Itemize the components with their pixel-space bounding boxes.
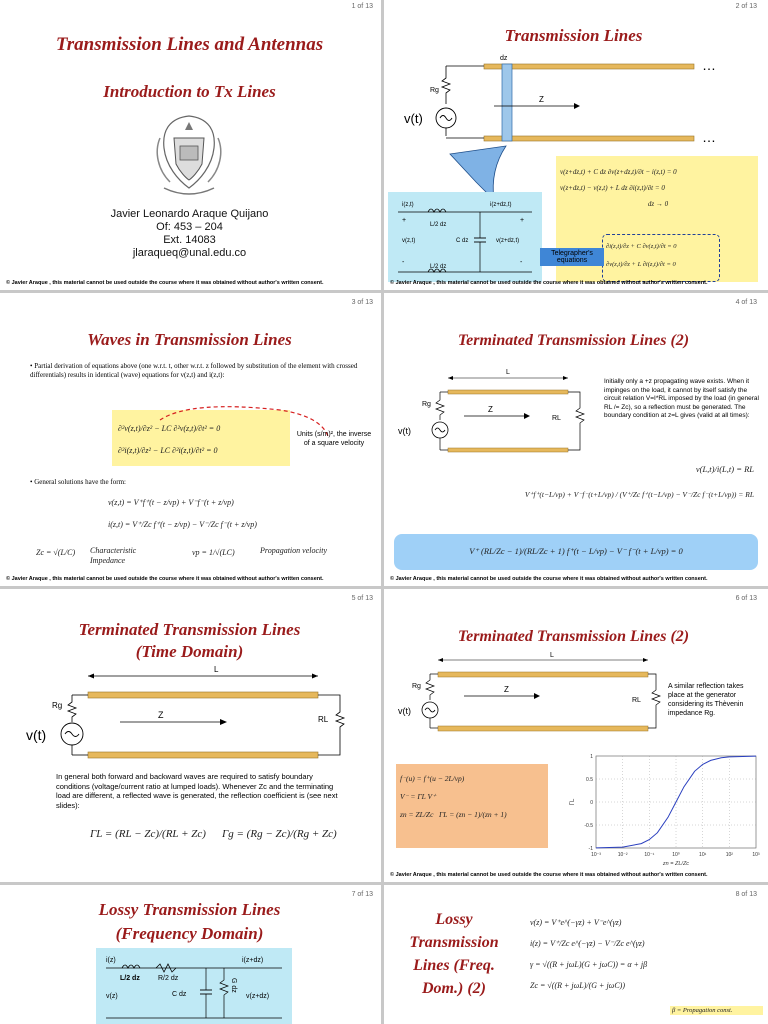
label-rl: RL [318,715,329,724]
beta-note: β = Propagation const. [670,1006,763,1015]
time-domain-line-diagram [0,662,379,772]
reflection-eq-3b: ΓL = (zn − 1)/(zn + 1) [439,810,507,819]
bullet-general-text: General solutions have the form: [34,478,126,486]
slide-footer: © Javier Araque , this material cannot be used outside the course where it was obtained without author's written consent. [390,872,708,878]
slide-title: Transmission Lines [504,26,643,45]
label-rl: RL [632,697,641,704]
result-eq: V⁺ (RL/Zc − 1)/(RL/Zc + 1) f⁺(t − L/vp) − V⁻ f⁻(t + L/vp) = 0 [469,546,683,556]
y-axis-label: ΓL [570,798,576,806]
label-rg: Rg [412,683,421,690]
slide-footer: © Javier Araque , this material cannot be used outside the course where it was obtained without author's written consent. [390,280,708,286]
bullet-derivation: • Partial derivation of equations above (one w.r.t. t, other w.r.t. z followed by substitution of the element with crossed differentials) results in identical (wave) equations for v(z,t) and i(z,t): [30,362,358,379]
y-tick-label: -0.5 [584,823,593,829]
eq-line-2: v(z+dz,t) − v(z,t) + L dz ∂i(z,t)/∂t = 0 [560,184,665,192]
reflection-paragraph: In general both forward and backward waves are required to satisfy boundary conditions (voltage/current ratio at lumped loads). Whenever Zc and the terminating load are different, a reflected wave is generated, the reflection coefficient is (see next slides): [56,772,338,810]
slide-title: Terminated Transmission Lines (2) [457,628,690,645]
page-number: 8 of 13 [735,891,757,898]
label-iz: i(z) [106,957,116,964]
slide-title: Terminated Transmission Lines (2) [457,332,690,349]
slide-6[interactable] [384,592,763,882]
slide-4[interactable] [384,296,763,586]
label-vzdz: v(z+dz) [246,993,270,1000]
office: Of: 453 – 204 [156,221,223,233]
label-rg: Rg [52,701,63,710]
y-tick-label: 0.5 [586,777,593,783]
gamma-load-eq: ΓL = (RL − Zc)/(RL + Zc) [90,828,206,840]
slide-title: Terminated Transmission Lines [78,620,301,639]
wave-eq-i: ∂²i(z,t)/∂z² − LC ∂²i(z,t)/∂t² = 0 [118,446,218,455]
wave-eq-v: ∂²v(z,t)/∂z² − LC ∂²v(z,t)/∂t² = 0 [118,424,221,433]
page-number: 7 of 13 [351,891,373,898]
label-l: L [506,369,510,376]
lossy-line-circuit [96,948,292,1024]
label-rdz: R/2 dz [158,975,179,982]
slide-title: Transmission Lines and Antennas [55,34,324,55]
lossy-eq-zc: Zc = √((R + jωL)/(G + jωC)) [530,981,625,990]
page-number: 1 of 13 [351,3,373,10]
slide-8[interactable] [384,888,763,1024]
author-name: Javier Leonardo Araque Quijano [110,208,269,220]
telegraph-label: Telegrapher's equations [540,248,604,266]
row-divider [0,882,768,885]
y-tick-label: -1 [588,846,593,852]
x-tick-label: 10² [725,852,733,858]
label-izt: i(z,t) [402,202,414,208]
label-izdz: i(z+dz) [242,957,264,964]
solution-i: i(z,t) = V⁺/Zc f⁺(t − z/vp) − V⁻/Zc f⁻(t + z/vp) [108,520,257,529]
label-z: Z [539,95,544,104]
page-number: 4 of 13 [735,299,757,306]
telegraph-eq-1: ∂i(z,t)/∂z + C ∂v(z,t)/∂t = 0 [606,243,677,250]
label-z: Z [488,405,493,414]
label-plus-left: + [402,217,407,224]
zc-label: Characteristic Impedance [90,546,137,565]
zc-eq: Zc = √(L/C) [36,548,76,557]
page-number: 5 of 13 [351,595,373,602]
gamma-vs-zn-chart [566,750,762,866]
label-plus-right: + [520,217,525,224]
x-tick-label: 10⁰ [672,852,680,858]
slide-7[interactable] [0,888,379,1024]
telegraph-eq-2: ∂v(z,t)/∂z + L ∂i(z,t)/∂t = 0 [606,261,676,268]
page-number: 6 of 13 [735,595,757,602]
label-rg: Rg [422,401,431,408]
reflection-text: Initially only a +z propagating wave exists. When it impinges on the load, it cannot by itself satisfy the circuit relation V=I*RL imposed by the load (in general RL /= Zc), so a reflection must be generated. The boundary condition at z=L gives (valid at all times): [604,378,759,419]
eq-line-1: v(z+dz,t) + C dz ∂v(z+dz,t)/∂t − i(z,t) = 0 [560,168,677,176]
slide-title-line-2: (Frequency Domain) [115,924,264,943]
slide-title-line-2: (Time Domain) [135,642,244,661]
solution-v: v(z,t) = V⁺f⁺(t − z/vp) + V⁻f⁻(t + z/vp) [108,498,234,507]
reflection-eq-3 [400,806,546,824]
generator-reflection-diagram [384,652,664,752]
gamma-gen-eq: Γg = (Rg − Zc)/(Rg + Zc) [222,828,337,840]
x-tick-label: 10⁻¹ [644,852,655,858]
eq-line-3: dz → 0 [647,200,669,208]
row-divider [0,586,768,589]
label-minus-right: - [520,259,523,266]
lossy-eq-v: v(z) = V⁺e^(−γz) + V⁻e^(γz) [530,918,622,927]
label-minus-left: - [402,259,405,266]
label-izdzt: i(z+dz,t) [490,202,512,208]
slide-2[interactable] [384,0,763,290]
label-l: L [214,665,219,674]
email[interactable]: jlaraqueq@unal.edu.co [132,247,247,259]
slide-footer: © Javier Araque , this material cannot be used outside the course where it was obtained without author's written consent. [6,280,324,286]
university-seal-icon [150,108,228,200]
lossy-eq-i: i(z) = V⁺/Zc e^(−γz) − V⁻/Zc e^(γz) [530,939,645,948]
label-dz: dz [500,55,508,62]
page-number: 2 of 13 [735,3,757,10]
label-gdz: G dz [230,978,237,993]
x-tick-label: 10¹ [699,852,707,858]
label-vz: v(z) [106,993,118,1000]
slide-title: Lossy Transmission Lines (Freq. Dom.) (2) [409,911,499,997]
slide-footer: © Javier Araque , this material cannot be used outside the course where it was obtained without author's written consent. [390,576,708,582]
lossy-eq-gamma: γ = √((R + jωL)(G + jωC)) = α + jβ [530,960,648,969]
label-vzt: v(z,t) [402,238,416,244]
slide-title: Waves in Transmission Lines [87,330,292,349]
label-rg: Rg [430,87,439,94]
slide-title: Lossy Transmission Lines [98,900,281,919]
reflection-eq-3a: zn = ZL/Zc [400,810,434,819]
label-vt: v(t) [404,111,423,126]
y-tick-label: 1 [590,754,593,760]
slide-3[interactable] [0,296,379,586]
slide-5[interactable] [0,592,379,882]
x-tick-label: 10⁻³ [591,852,601,858]
label-cdz: C dz [456,238,469,244]
bullet-general: • General solutions have the form: [30,478,126,486]
x-axis-label: zn = ZL/Zc [662,861,690,866]
label-vzdzt: v(z+dz,t) [496,238,520,244]
vp-eq: vp = 1/√(LC) [192,548,235,557]
bullet-derivation-text: Partial derivation of equations above (one w.r.t. t, other w.r.t. z followed by substitution of the element with crossed differentials) results in identical (wave) equations for v(z,t) and i(z,t): [30,362,358,379]
slide-subtitle: Introduction to Tx Lines [103,82,276,101]
slide-footer: © Javier Araque , this material cannot be used outside the course where it was obtained without author's written consent. [6,576,324,582]
row-divider [0,290,768,293]
boundary-eq-1: v(L,t)/i(L,t) = RL [695,464,754,474]
boundary-eq-2: V⁺f⁺(t−L/vp) + V⁻f⁻(t+L/vp) / (V⁺/Zc f⁺(t−L/vp) − V⁻/Zc f⁻(t+L/vp)) = RL [524,490,754,499]
vp-label: Propagation velocity [260,546,328,555]
extension: Ext. 14083 [163,234,216,246]
label-dots-top: … [702,57,716,73]
reflection-eq-1: f⁻(u) = f⁺(u − 2L/vp) [400,774,465,783]
label-vt: v(t) [398,706,411,716]
label-vt: v(t) [26,727,47,743]
label-vt: v(t) [398,426,411,436]
label-dots-bottom: … [702,129,716,145]
label-ldz-top: L/2 dz [430,222,447,228]
label-ldz: L/2 dz [120,975,140,982]
label-ldz-bottom: L/2 dz [430,264,447,270]
label-z: Z [504,685,509,694]
page-number: 3 of 13 [351,299,373,306]
units-note: Units (s/m)², the inverse of a square velocity [296,431,372,447]
label-rl: RL [552,415,561,422]
y-tick-label: 0 [590,800,593,806]
x-tick-label: 10³ [752,852,760,858]
label-z: Z [158,710,164,720]
x-tick-label: 10⁻² [617,852,628,858]
generator-reflection-text: A similar reflection takes place at the generator considering its Thèvenin impedance Rg. [668,683,744,717]
label-l: L [550,652,554,659]
reflection-eq-2: V⁻ = ΓL V⁺ [400,792,437,801]
slide-1[interactable] [0,0,379,290]
label-cdz: C dz [172,991,187,998]
